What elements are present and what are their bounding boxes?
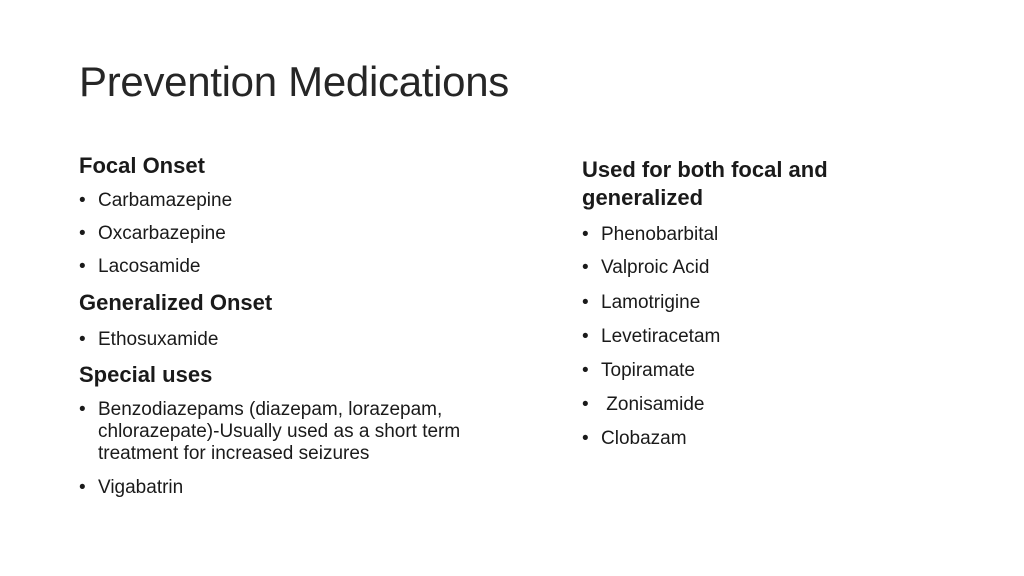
list-item-text: Benzodiazepams (diazepam, lorazepam, chlorazepate)-Usually used as a short term treatment for increased seizures [98, 399, 461, 464]
list-item [79, 399, 483, 465]
list-item [582, 360, 882, 382]
list-item-text: Valproic Acid [601, 257, 710, 278]
list-item-text: Lacosamide [98, 256, 201, 277]
bullet-icon: • [79, 399, 86, 420]
both-focal-generalized-heading: Used for both focal and generalized [582, 157, 828, 210]
list-item-text: Levetiracetam [601, 326, 721, 347]
list-item-text: Phenobarbital [601, 224, 719, 245]
bullet-icon: • [79, 477, 86, 498]
bullet-icon: • [79, 329, 86, 350]
list-item [582, 224, 882, 246]
generalized-onset-list [79, 329, 499, 351]
list-item [79, 477, 499, 499]
bullet-icon: • [582, 428, 589, 449]
bullet-icon: • [79, 223, 86, 244]
bullet-icon: • [582, 360, 589, 381]
list-item-text: Oxcarbazepine [98, 223, 226, 244]
list-item [582, 394, 882, 416]
special-uses-heading: Special uses [79, 362, 213, 387]
focal-onset-list [79, 190, 499, 278]
list-item [582, 428, 882, 450]
list-item-text: Lamotrigine [601, 292, 701, 313]
list-item-text: Zonisamide [601, 394, 705, 415]
special-uses-list [79, 399, 499, 499]
focal-onset-heading: Focal Onset [79, 153, 205, 178]
bullet-icon: • [79, 190, 86, 211]
list-item [79, 256, 499, 278]
bullet-icon: • [582, 224, 589, 245]
list-item [582, 257, 882, 279]
bullet-icon: • [582, 394, 589, 415]
slide-title: Prevention Medications [79, 58, 509, 105]
list-item-text: Vigabatrin [98, 477, 184, 498]
bullet-icon: • [582, 257, 589, 278]
left-column [79, 152, 499, 511]
list-item-text: Topiramate [601, 360, 695, 381]
list-item [79, 223, 499, 245]
list-item-text: Clobazam [601, 428, 687, 449]
list-item-text: Ethosuxamide [98, 329, 219, 350]
list-item-text: Carbamazepine [98, 190, 233, 211]
list-item [582, 326, 882, 348]
generalized-onset-heading: Generalized Onset [79, 290, 273, 315]
bullet-icon: • [582, 326, 589, 347]
bullet-icon: • [582, 292, 589, 313]
bullet-icon: • [79, 256, 86, 277]
list-item [582, 292, 882, 314]
list-item [79, 190, 499, 212]
right-column [582, 156, 882, 462]
both-focal-generalized-list [582, 224, 882, 450]
list-item [79, 329, 499, 351]
